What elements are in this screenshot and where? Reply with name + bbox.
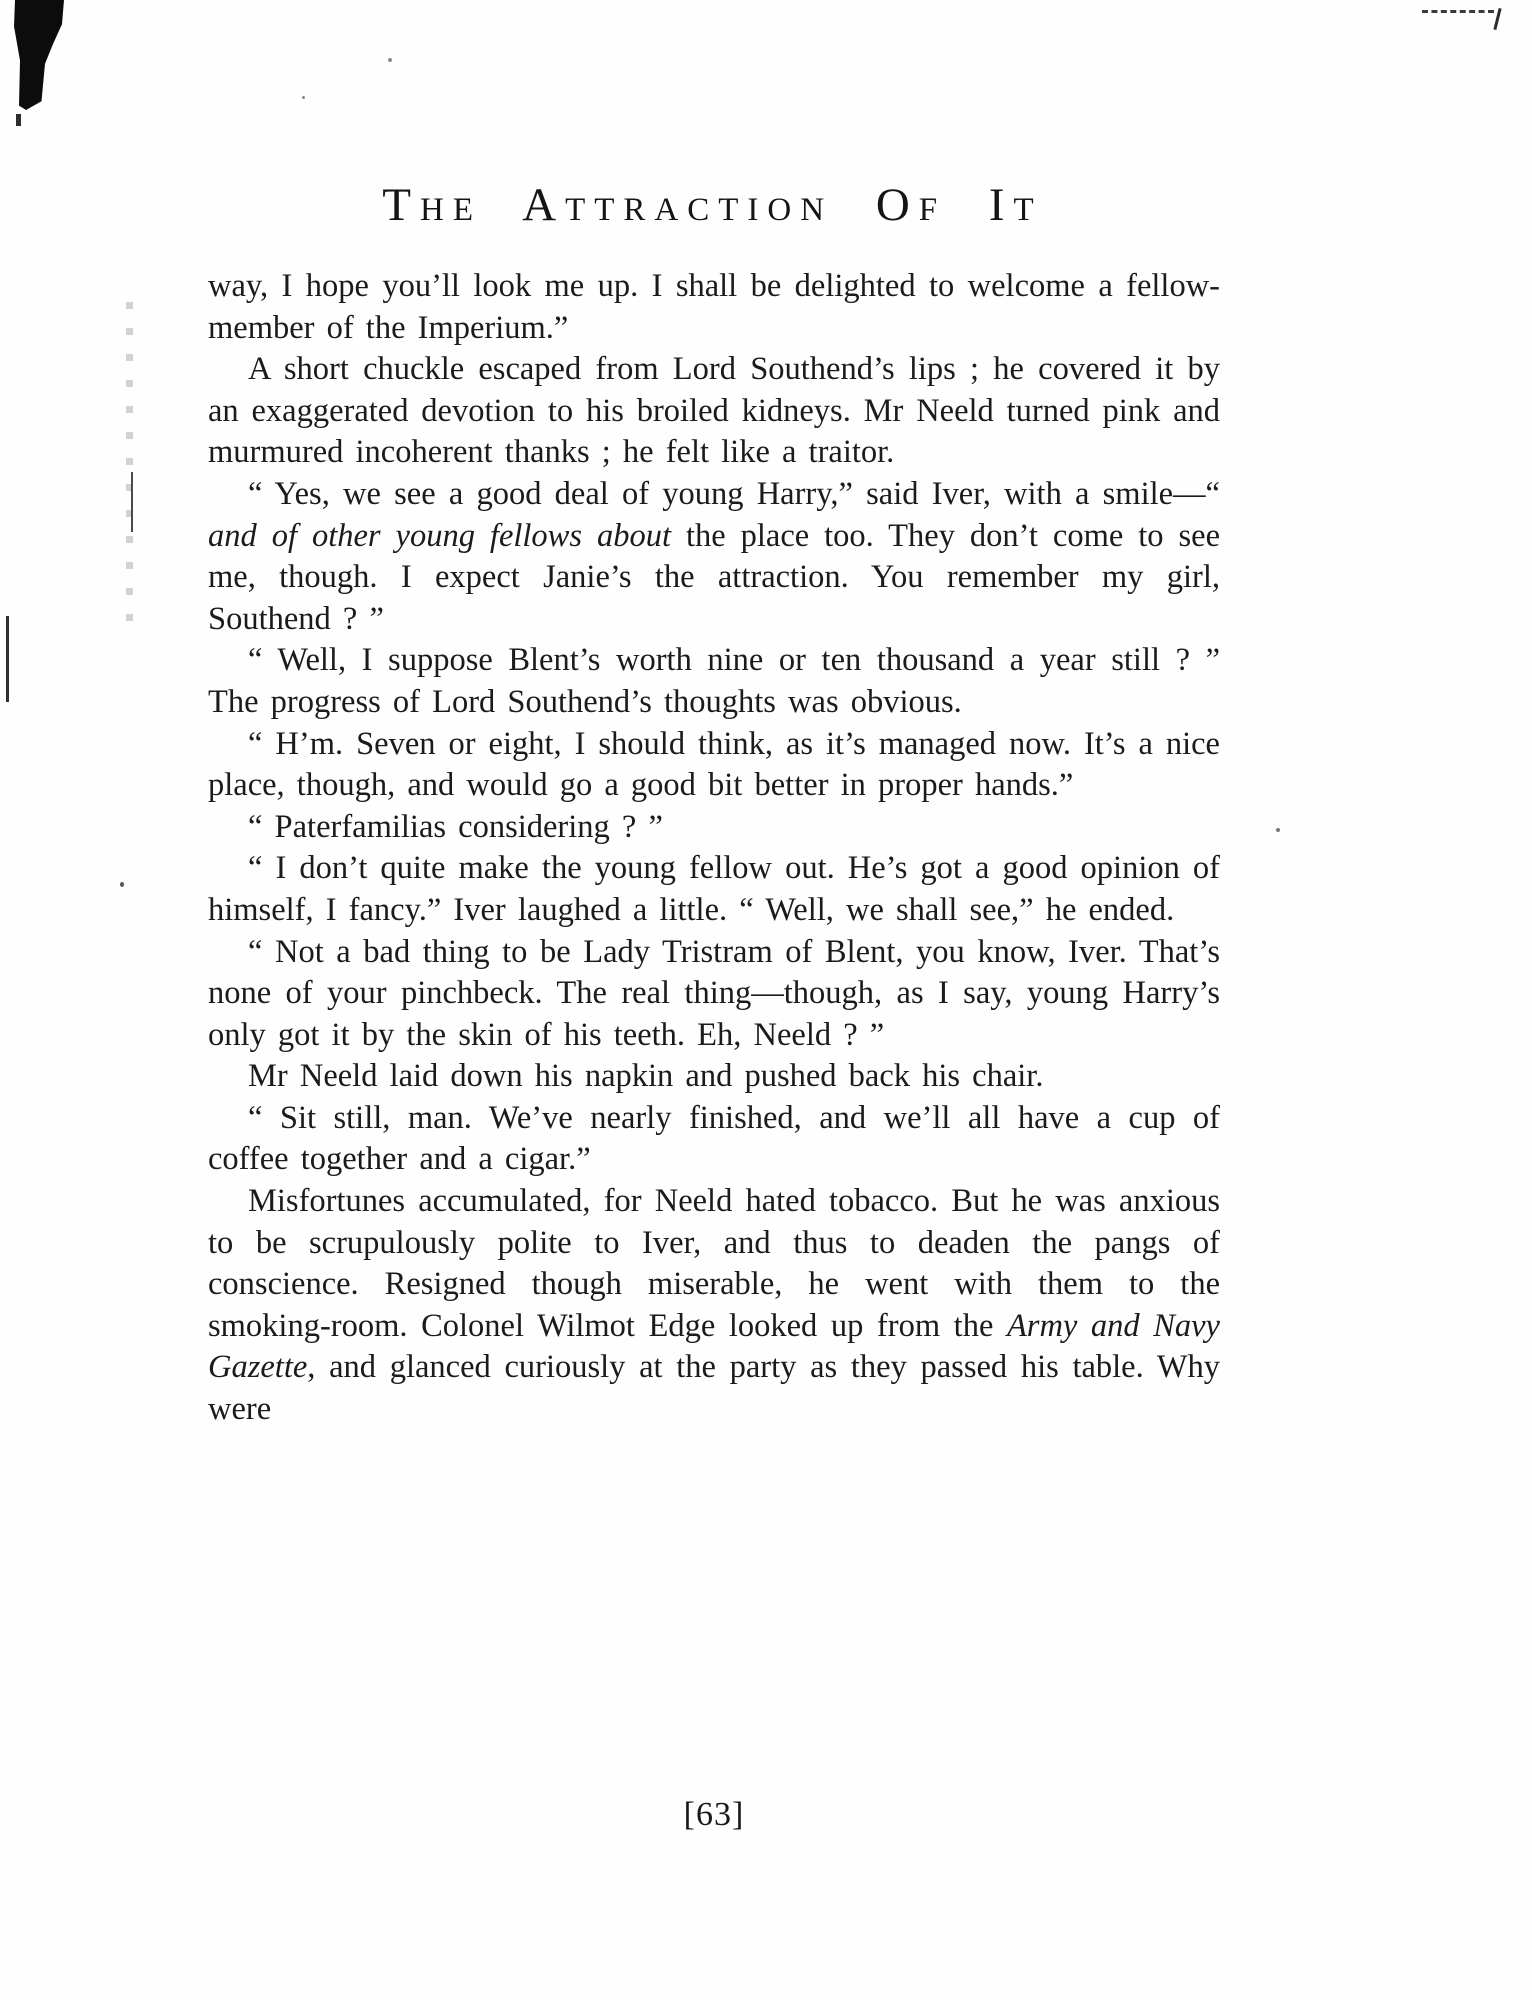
scan-artifact-margin-tick [131, 472, 133, 532]
text-segment: the place too. They don’t come to see me, though. I expect Janie’s the attraction. You remember my girl, Southend ? ” [208, 517, 1220, 637]
italic-text-segment: Army and Navy Gazette [208, 1307, 1220, 1386]
text-segment: “ Paterfamilias considering ? ” [248, 808, 663, 845]
text-segment: Mr Neeld laid down his napkin and pushed back his chair. [248, 1058, 1044, 1095]
scan-artifact-speck [16, 114, 21, 126]
paragraph [208, 1181, 1220, 1431]
paragraph [208, 349, 1220, 474]
scan-speck [120, 882, 124, 887]
scan-speck [1276, 828, 1280, 832]
scan-artifact-ink-blob [14, 0, 64, 110]
text-segment: , and glanced curiously at the party as they passed his table. Why were [208, 1349, 1220, 1428]
paragraph [208, 848, 1220, 931]
paragraph [208, 724, 1220, 807]
text-segment: “ Well, I suppose Blent’s worth nine or ten thousand a year still ? ” The progress of Lord Southend’s thoughts was obvious. [208, 642, 1220, 720]
text-segment: “ I don’t quite make the young fellow out. He’s got a good opinion of himself, I fancy.” Iver laughed a little. “ Well, we shall see,” he ended. [208, 850, 1220, 928]
text-segment: “ Sit still, man. We’ve nearly finished, and we’ll all have a cup of coffee together and a cigar.” [208, 1099, 1220, 1178]
scan-artifact-corner-tick [1493, 8, 1501, 30]
text-segment: “ Yes, we see a good deal of young Harry,” said Iver, with a smile—“ [248, 475, 1220, 512]
paragraph [208, 1098, 1220, 1181]
scan-speck [388, 58, 392, 62]
text-segment: “ Not a bad thing to be Lady Tristram of Blent, you know, Iver. That’s none of your pinchbeck. The real thing—though, as I say, young Harry’s only got it by the skin of his teeth. Eh, Neeld ? ” [208, 933, 1220, 1053]
text-segment: Misfortunes accumulated, for Neeld hated tobacco. But he was anxious to be scrupulously polite to Iver, and thus to deaden the pangs of conscience. Resigned though miserable, he went with them to the smoking-room. Colonel Wilmot Edge looked up from the [208, 1183, 1220, 1344]
paragraph [208, 932, 1220, 1057]
page-number: [63] [683, 1796, 745, 1833]
text-segment: way, I hope you’ll look me up. I shall be delighted to welcome a fellow-member of the Imperium.” [208, 268, 1220, 346]
text-segment: “ H’m. Seven or eight, I should think, as it’s managed now. It’s a nice place, though, and would go a good bit better in proper hands.” [208, 725, 1220, 804]
scan-artifact-margin-streak [126, 302, 133, 630]
scan-artifact-edge-line [6, 616, 9, 702]
text-block [208, 266, 1220, 1431]
scan-speck [302, 96, 305, 99]
text-segment: A short chuckle escaped from Lord Southend’s lips ; he covered it by an exaggerated devotion to his broiled kidneys. Mr Neeld turned pink and murmured incoherent thanks ; he felt like a traitor. [208, 351, 1220, 471]
scan-artifact-corner-mark [1422, 10, 1494, 13]
italic-text-segment: and of other young fellows about [208, 517, 671, 554]
paragraph [208, 474, 1220, 640]
paragraph [208, 807, 1220, 849]
paragraph [208, 640, 1220, 723]
paragraph [208, 1056, 1220, 1098]
running-head-title: The Attraction Of It [382, 179, 1043, 231]
paragraph [208, 266, 1220, 349]
